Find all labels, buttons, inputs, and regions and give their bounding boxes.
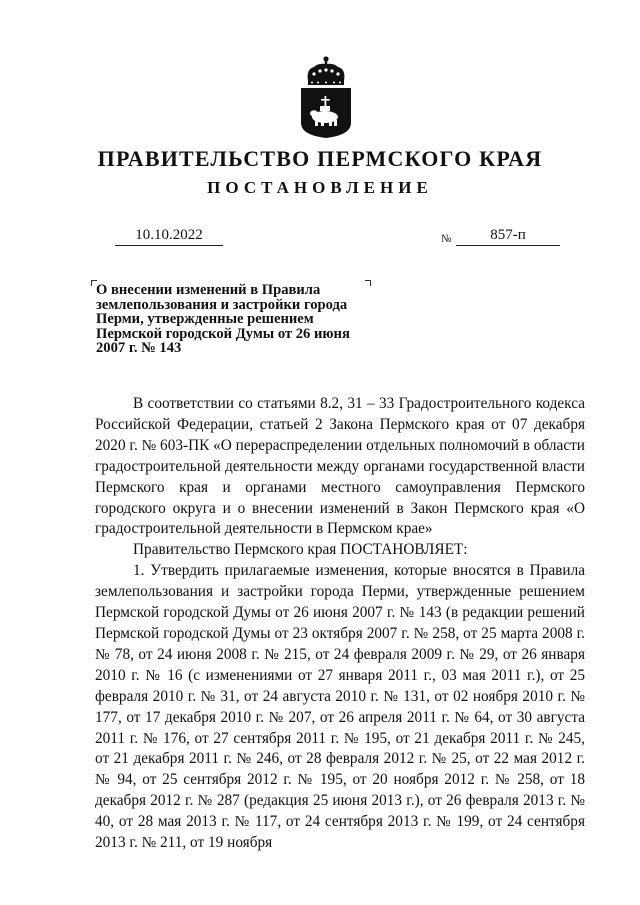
subject-line: О внесении изменений в Правила: [96, 282, 321, 298]
subject-line: землепользования и застройки города: [96, 296, 348, 313]
subject-line: 2007 г. № 143: [96, 340, 182, 357]
government-title: ПРАВИТЕЛЬСТВО ПЕРМСКОГО КРАЯ: [97, 146, 543, 171]
clause-1-paragraph: 1. Утвердить прилагаемые изменения, которые вносятся в Правила землепользования и застройки города Перми, утвержденные решением Пермской городской Думы от 26 июня 2007 г. № 143 (в редакции решений Пермской городской Думы от 23 октября 2007 г. № 258, от 25 марта 2008 г. № 78, от 24 июня 2008 г. № 215, от 24 февраля 2009 г. № 29, от 26 января 2010 г. № 16 (с изменениями от 27 января 2011 г., 03 мая 2011 г.), от 25 февраля 2010 г. № 31, от 24 августа 2010 г. № 131, от 02 ноября 2010 г. № 177, от 17 декабря 2010 г. № 207, от 26 апреля 2011 г. № 64, от 30 августа 2011 г. № 176, от 27 сентября 2011 г. № 195, от 21 декабря 2011 г. № 245, от 21 декабря 2011 г. № 246, от 28 февраля 2012 г. № 25, от 22 мая 2012 г. № 94, от 25 сентября 2012 г. № 195, от 20 ноября 2012 г. № 258, от 18 декабря 2012 г. № 287 (редакция 25 июня 2013 г.), от 26 февраля 2013 г. № 40, от 28 мая 2013 г. № 117, от 24 сентября 2013 г. № 199, от 24 сентября 2013 г. № 211, от 19 ноября: [95, 562, 585, 852]
perm-krai-coat-of-arms-icon: [298, 55, 354, 139]
document-number: 857-п: [456, 226, 560, 246]
subject-line: Пермской городской Думы от 26 июня: [96, 325, 350, 342]
document-date: 10.10.2022: [115, 226, 223, 246]
number-sign: №: [441, 233, 452, 245]
document-type: ПОСТАНОВЛЕНИЕ: [207, 178, 433, 197]
document-subject: [96, 283, 371, 356]
document-body: [95, 394, 585, 854]
directive-paragraph: Правительство Пермского края ПОСТАНОВЛЯЕТ:: [133, 541, 468, 559]
preamble-paragraph: В соответствии со статьями 8.2, 31 – 33 Градостроительного кодекса Российской Федерации, статьей 2 Закона Пермского края от 07 декабря 2020 г. № 603-ПК «О перераспределении отдельных полномочий в области градостроительной деятельности между органами государственной власти Пермского края и органами местного самоуправления Пермского городского округа и о внесении изменений в Закон Пермского края «О градостроительной деятельности в Пермском крае»: [95, 395, 585, 538]
subject-line: Перми, утвержденные решением: [96, 311, 314, 328]
